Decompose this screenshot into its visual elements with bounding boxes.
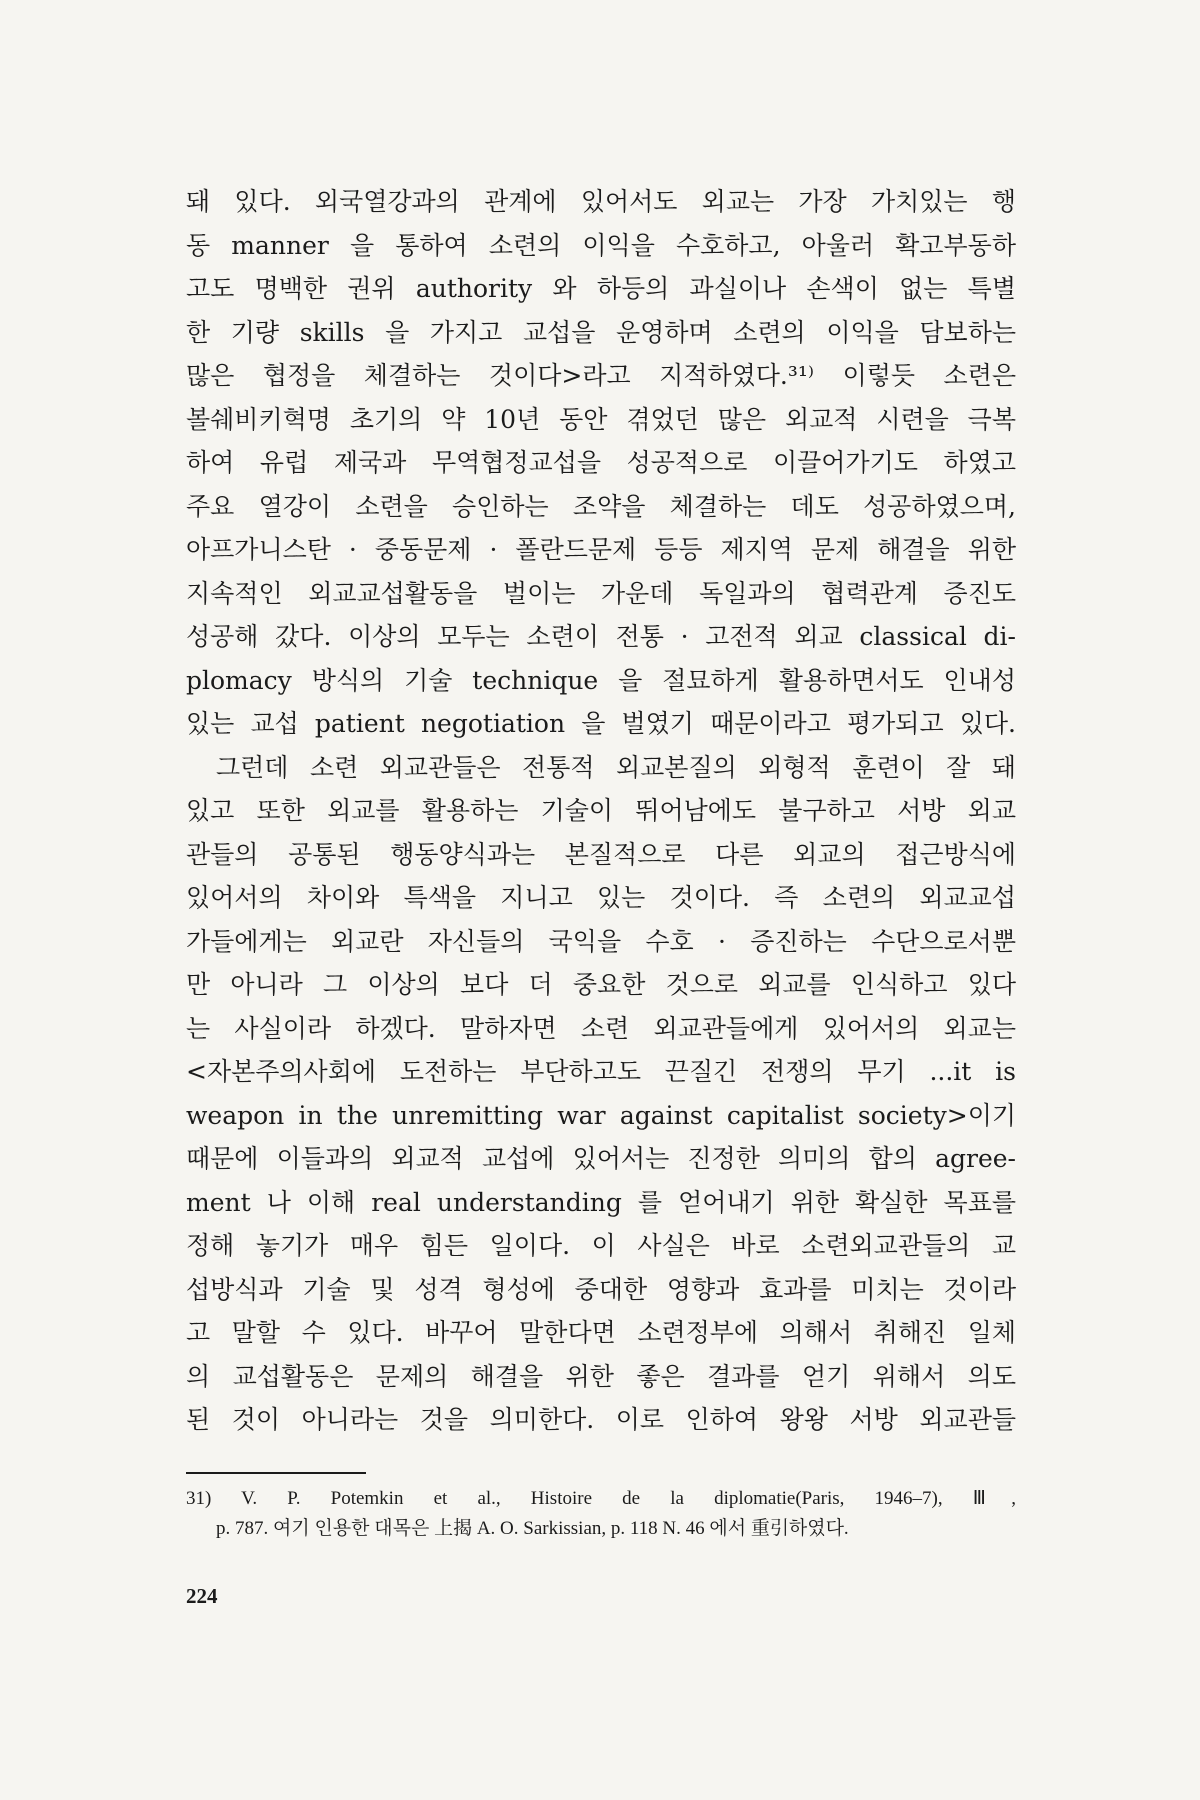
- body-text: [186, 180, 1016, 1442]
- paragraph-start-line: 그런데 소련 외교관들은 전통적 외교본질의 외형적 훈련이 잘 돼: [216, 752, 1016, 782]
- text-line: 만 아니라 그 이상의 보다 더 중요한 것으로 외교를 인식하고 있다: [186, 970, 1016, 999]
- text-line: 있어서의 차이와 특색을 지니고 있는 것이다. 즉 소련의 외교교섭: [186, 883, 1016, 912]
- text-line: 정해 놓기가 매우 힘든 일이다. 이 사실은 바로 소련외교관들의 교: [186, 1231, 1016, 1260]
- text-line: 된 것이 아니라는 것을 의미한다. 이로 인하여 왕왕 서방 외교관들: [186, 1405, 1016, 1434]
- text-line: 는 사실이라 하겠다. 말하자면 소련 외교관들에게 있어서의 외교는: [186, 1013, 1016, 1043]
- text-line: 가들에게는 외교란 자신들의 국익을 수호 · 증진하는 수단으로서뿐: [186, 926, 1016, 956]
- text-line: 주요 열강이 소련을 승인하는 조약을 체결하는 데도 성공하였으며,: [186, 491, 1016, 521]
- text-line: 관들의 공통된 행동양식과는 본질적으로 다른 외교의 접근방식에: [186, 839, 1016, 869]
- text-line: 있는 교섭 patient negotiation 을 벌였기 때문이라고 평가되고 있다.: [186, 709, 1016, 738]
- text-line: plomacy 방식의 기술 technique 을 절묘하게 활용하면서도 인내성: [186, 665, 1016, 695]
- text-line: 많은 협정을 체결하는 것이다>라고 지적하였다.³¹⁾ 이렇듯 소련은: [186, 361, 1016, 390]
- text-line: 한 기량 skills 을 가지고 교섭을 운영하며 소련의 이익을 담보하는: [186, 317, 1016, 347]
- text-line: 아프가니스탄 · 중동문제 · 폴란드문제 등등 제지역 문제 해결을 위한: [186, 535, 1016, 564]
- text-line: 때문에 이들과의 외교적 교섭에 있어서는 진정한 의미의 합의 agree-: [186, 1144, 1016, 1173]
- text-line: ment 나 이해 real understanding 를 얻어내기 위한 확실한 목표를: [186, 1187, 1016, 1217]
- text-line: 하여 유럽 제국과 무역협정교섭을 성공적으로 이끌어가기도 하였고: [186, 448, 1016, 477]
- text-line: <자본주의사회에 도전하는 부단하고도 끈질긴 전쟁의 무기 ...it is: [186, 1057, 1016, 1086]
- footnote-rule: [186, 1472, 366, 1474]
- text-line: 고도 명백한 권위 authority 와 하등의 과실이나 손색이 없는 특별: [186, 274, 1016, 303]
- footnote-31-line-2: p. 787. 여기 인용한 대목은 上揭 A. O. Sarkissian, p. 118 N. 46 에서 重引하였다.: [216, 1518, 849, 1539]
- text-line: 고 말할 수 있다. 바꾸어 말한다면 소련정부에 의해서 취해진 일체: [186, 1318, 1016, 1347]
- text-line: 성공해 갔다. 이상의 모두는 소련이 전통 · 고전적 외교 classical di-: [186, 622, 1016, 651]
- footnotes: [186, 1484, 1016, 1544]
- page-number: 224: [186, 1584, 218, 1608]
- text-line: 있고 또한 외교를 활용하는 기술이 뛰어남에도 불구하고 서방 외교: [186, 796, 1016, 825]
- text-line: 지속적인 외교교섭활동을 벌이는 가운데 독일과의 협력관계 증진도: [186, 578, 1016, 608]
- text-line: 동 manner 을 통하여 소련의 이익을 수호하고, 아울러 확고부동하: [186, 230, 1016, 260]
- text-line: 섭방식과 기술 및 성격 형성에 중대한 영향과 효과를 미치는 것이라: [186, 1274, 1016, 1304]
- text-line: 볼쉐비키혁명 초기의 약 10년 동안 겪었던 많은 외교적 시련을 극복: [186, 404, 1016, 434]
- text-line: 의 교섭활동은 문제의 해결을 위한 좋은 결과를 얻기 위해서 의도: [186, 1361, 1016, 1391]
- text-line: weapon in the unremitting war against capitalist society>이기: [186, 1100, 1016, 1130]
- footnote-31-line-1: 31) V. P. Potemkin et al., Histoire de la diplomatie(Paris, 1946–7), Ⅲ,: [186, 1488, 1016, 1509]
- text-line: 돼 있다. 외국열강과의 관계에 있어서도 외교는 가장 가치있는 행: [186, 187, 1016, 216]
